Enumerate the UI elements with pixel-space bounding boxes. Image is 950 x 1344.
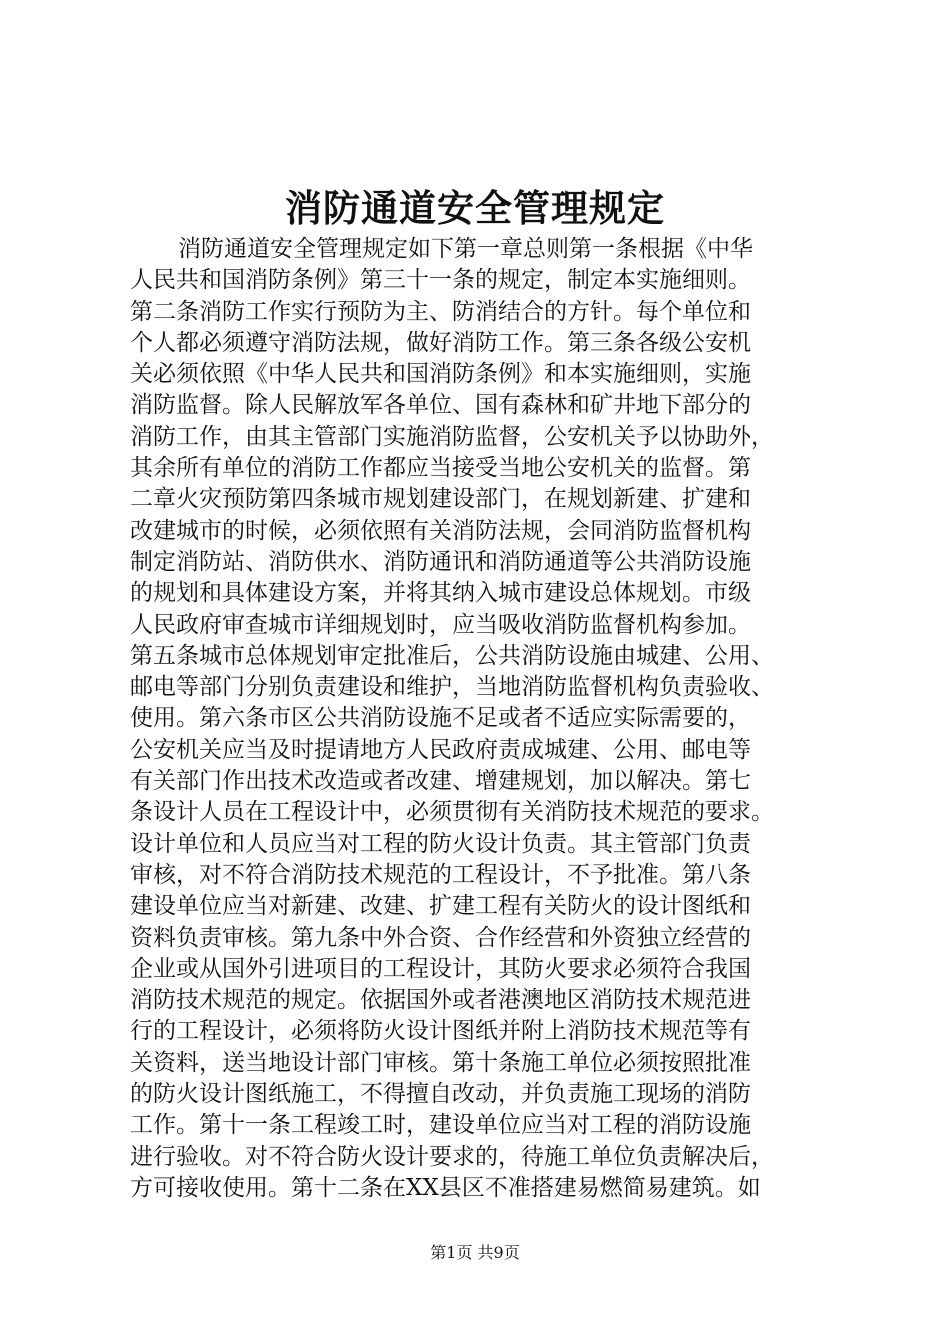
body-line: 有关部门作出技术改造或者改建、增建规划，加以解决。第七 (130, 768, 751, 795)
body-line: 条设计人员在工程设计中，必须贯彻有关消防技术规范的要求。 (130, 799, 774, 826)
body-line: 制定消防站、消防供水、消防通讯和消防通道等公共消防设施 (130, 548, 751, 575)
body-line: 关必须依照《中华人民共和国消防条例》和本实施细则，实施 (130, 361, 751, 388)
body-line: 二章火灾预防第四条城市规划建设部门，在规划新建、扩建和 (130, 486, 751, 513)
body-line: 消防技术规范的规定。依据国外或者港澳地区消防技术规范进 (130, 987, 751, 1014)
body-line: 企业或从国外引进项目的工程设计，其防火要求必须符合我国 (130, 955, 751, 982)
body-line: 消防监督。除人民解放军各单位、国有森林和矿井地下部分的 (130, 392, 751, 419)
body-line: 第二条消防工作实行预防为主、防消结合的方针。每个单位和 (130, 298, 751, 325)
body-line: 资料负责审核。第九条中外合资、合作经营和外资独立经营的 (130, 924, 751, 951)
body-line: 工作。第十一条工程竣工时，建设单位应当对工程的消防设施 (130, 1112, 751, 1139)
body-line: 邮电等部门分别负责建设和维护，当地消防监督机构负责验收、 (130, 674, 774, 701)
body-line: 其余所有单位的消防工作都应当接受当地公安机关的监督。第 (130, 455, 751, 482)
body-line: 第五条城市总体规划审定批准后，公共消防设施由城建、公用、 (130, 642, 774, 669)
body-line: 改建城市的时候，必须依照有关消防法规，会同消防监督机构 (130, 517, 751, 544)
document-title: 消防通道安全管理规定 (285, 186, 665, 230)
body-line: 审核，对不符合消防技术规范的工程设计，不予批准。第八条 (130, 861, 751, 888)
body-line: 使用。第六条市区公共消防设施不足或者不适应实际需要的， (130, 705, 751, 732)
body-line: 个人都必须遵守消防法规，做好消防工作。第三条各级公安机 (130, 329, 751, 356)
body-line: 的规划和具体建设方案，并将其纳入城市建设总体规划。市级 (130, 580, 751, 607)
body-line: 人民政府审查城市详细规划时，应当吸收消防监督机构参加。 (130, 611, 751, 638)
body-line: 建设单位应当对新建、改建、扩建工程有关防火的设计图纸和 (130, 893, 751, 920)
body-line: 设计单位和人员应当对工程的防火设计负责。其主管部门负责 (130, 830, 751, 857)
body-line: 的防火设计图纸施工，不得擅自改动，并负责施工现场的消防 (130, 1081, 751, 1108)
body-line: 关资料，送当地设计部门审核。第十条施工单位必须按照批准 (130, 1049, 751, 1076)
body-line: 方可接收使用。第十二条在XX县区不准搭建易燃简易建筑。如 (130, 1174, 761, 1201)
body-line: 进行验收。对不符合防火设计要求的，待施工单位负责解决后， (130, 1143, 774, 1170)
page-footer: 第1页 共9页 (430, 1243, 520, 1262)
body-line: 公安机关应当及时提请地方人民政府责成城建、公用、邮电等 (130, 736, 751, 763)
body-line: 人民共和国消防条例》第三十一条的规定，制定本实施细则。 (130, 267, 751, 294)
document-body (130, 234, 830, 1204)
body-line: 消防通道安全管理规定如下第一章总则第一条根据《中华 (178, 236, 753, 262)
body-line: 消防工作，由其主管部门实施消防监督，公安机关予以协助外， (130, 423, 774, 450)
body-line: 行的工程设计，必须将防火设计图纸并附上消防技术规范等有 (130, 1018, 751, 1045)
